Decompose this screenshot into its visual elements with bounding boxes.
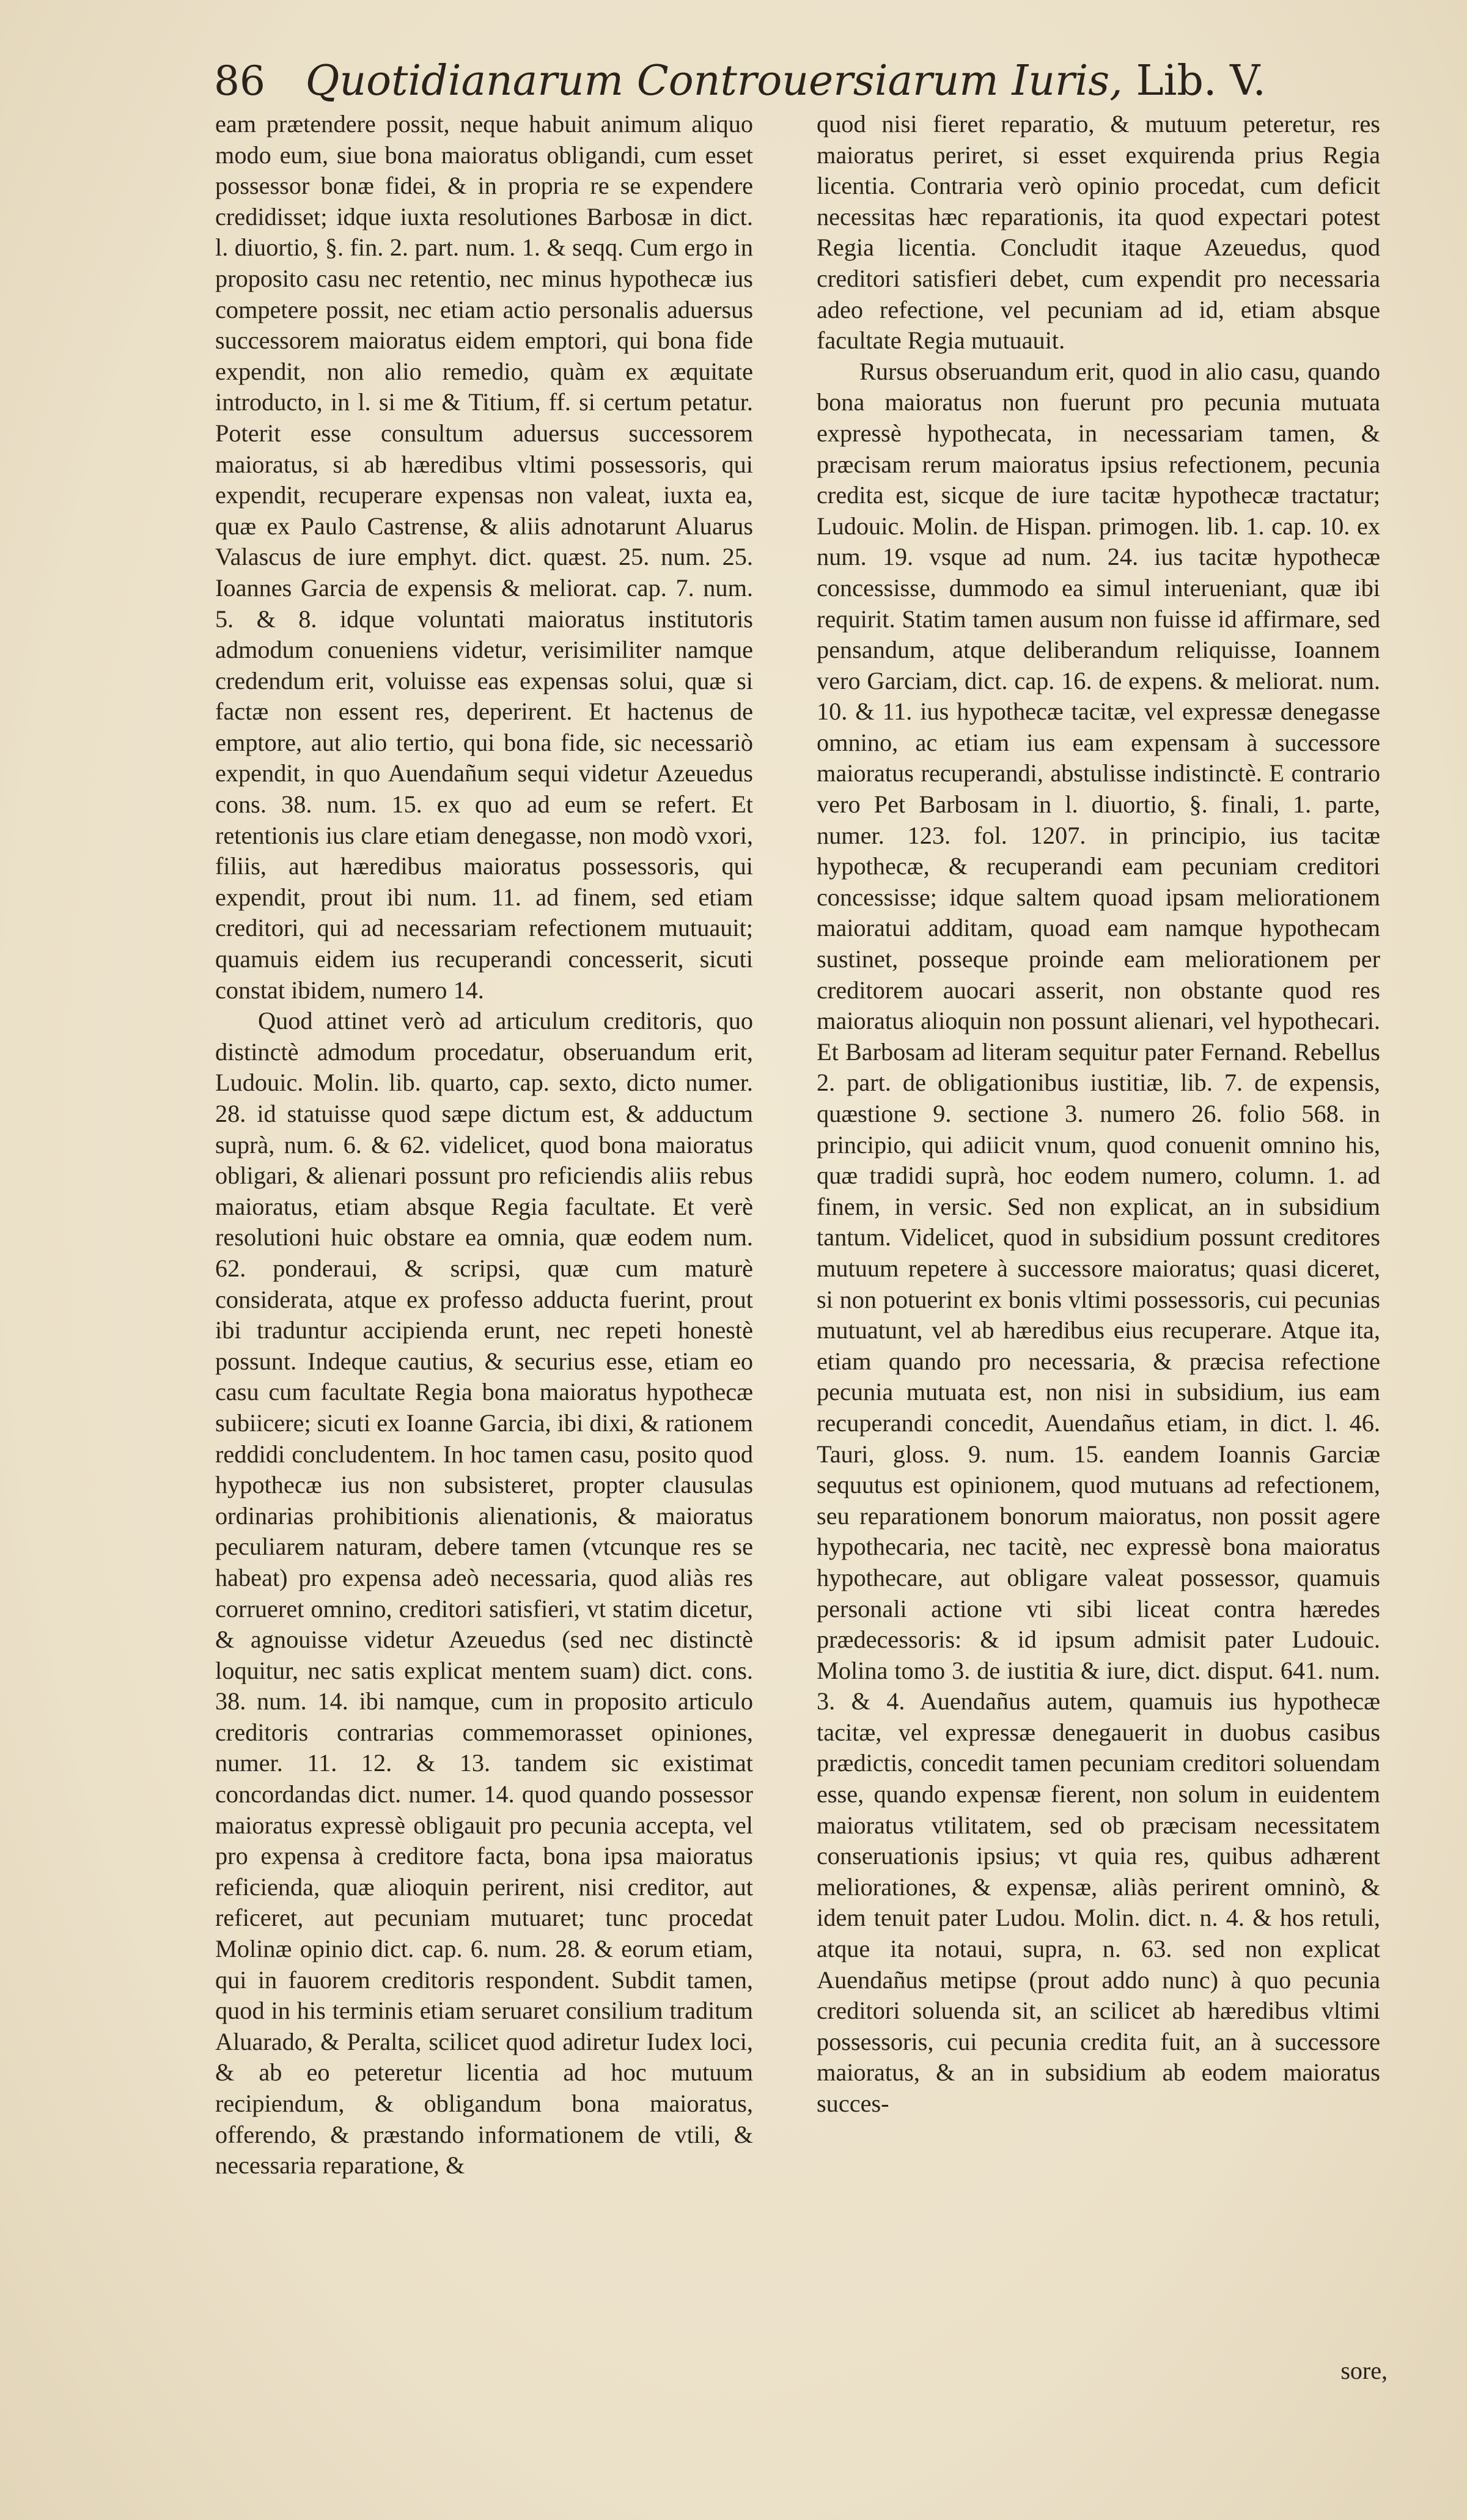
paragraph: eam prætendere possit, neque habuit animum aliquo modo eum, siue bona maioratus obligandi, cum esset possessor bonæ fidei, & in propria re se expendere credidisset; idque iuxta resolutiones Barbosæ in dict. l. diuortio, §. fin. 2. part. num. 1. & seqq. Cum ergo in proposito casu nec retentio, nec minus hypothecæ ius competere possit, nec etiam actio personalis aduersus successorem maioratus eidem emptori, qui bona fide expendit, non alio remedio, quàm ex æquitate introducto, in l. si me & Titium, ff. si certum petatur. Poterit esse consultum aduersus successorem maioratus, si ab hæredibus vltimi possessoris, qui expendit, recuperare expensas non valeat, iuxta ea, quæ ex Paulo Castrense, & aliis adnotarunt Aluarus Valascus de iure emphyt. dict. quæst. 25. num. 25. Ioannes Garcia de expensis & meliorat. cap. 7. num. 5. & 8. idque voluntati maioratus institutoris admodum conueniens videtur, verisimiliter namque credendum erit, voluisse eas expensas solui, quæ si factæ non essent res, deperirent. Et hactenus de emptore, aut alio tertio, qui bona fide, sic necessariò expendit, in quo Auendañum sequi videtur Azeuedus cons. 38. num. 15. ex quo ad eum se refert. Et retentionis ius clare etiam denegasse, non modò vxori, filiis, aut hæredibus maioratus possessoris, qui expendit, prout ibi num. 11. ad finem, sed etiam creditori, qui ad necessariam refectionem mutuauit; quamuis eidem ius recuperandi concesserit, sicuti constat ibidem, numero 14. [215,110,753,1004]
running-title: Quotidianarum Controuersiarum Iuris, [305,57,1123,105]
right-column [817,109,1380,2120]
catchword: sore, [1340,2357,1388,2384]
paragraph: quod nisi fieret reparatio, & mutuum peteretur, res maioratus periret, si esset exquirenda prius Regia licentia. Contraria verò opinio procedat, cum deficit necessitas hæc reparationis, ita quod expectari potest Regia licentia. Concludit itaque Azeuedus, quod creditori satisfieri debet, cum expendit pro necessaria adeo refectione, vel pecuniam ad id, etiam absque facultate Regia mutuauit. [817,110,1380,355]
paragraph: Quod attinet verò ad articulum creditoris, quo distinctè admodum procedatur, obseruandum erit, Ludouic. Molin. lib. quarto, cap. sexto, dicto numer. 28. id statuisse quod sæpe dictum est, & adductum suprà, num. 6. & 62. videlicet, quod bona maioratus obligari, & alienari possunt pro reficiendis aliis rebus maioratus, etiam absque Regia facultate. Et verè resolutioni huic obstare ea omnia, quæ eodem num. 62. ponderaui, & scripsi, quæ cum maturè considerata, atque ex professo adducta fuerint, prout ibi traduntur accipienda erunt, nec repeti honestè possunt. Indeque cautius, & securius esse, etiam eo casu cum facultate Regia bona maioratus hypothecæ subiicere; sicuti ex Ioanne Garcia, ibi dixi, & rationem reddidi concludentem. In hoc tamen casu, posito quod hypothecæ ius non subsisteret, propter clausulas ordinarias prohibitionis alienationis, & maioratus peculiarem naturam, debere tamen (vtcunque res se habeat) pro expensa adeò necessaria, quod aliàs res corrueret omnino, creditori satisfieri, vt statim dicetur, & agnouisse videtur Azeuedus (sed nec distinctè loquitur, nec satis explicat mentem suam) dict. cons. 38. num. 14. ibi namque, cum in proposito articulo creditoris contrarias commemorasset opiniones, numer. 11. 12. & 13. tandem sic existimat concordandas dict. numer. 14. quod quando possessor maioratus expressè obligauit pro pecunia accepta, vel pro expensa à creditore facta, bona ipsa maioratus reficienda, quæ alioquin perirent, nisi creditor, aut reficeret, aut pecuniam mutuaret; tunc procedat Molinæ opinio dict. cap. 6. num. 28. & eorum etiam, qui in fauorem creditoris respondent. Subdit tamen, quod in his terminis etiam seruaret consilium traditum Aluarado, & Peralta, scilicet quod adiretur Iudex loci, & ab eo peteretur licentia ad hoc mutuum recipiendum, & obligandum bona maioratus, offerendo, & præstando informationem de vtili, & necessaria reparatione, & [215,1007,753,2179]
running-header [214,48,1266,115]
book-number: Lib. V. [1136,57,1266,105]
left-column [215,109,753,2181]
page-number: 86 [214,57,265,105]
paragraph: Rursus obseruandum erit, quod in alio casu, quando bona maioratus non fuerunt pro pecunia mutuata expressè hypothecata, in necessariam tamen, & præcisam rerum maioratus ipsius refectionem, pecunia credita est, sicque de iure tacitæ hypothecæ tractatur; Ludouic. Molin. de Hispan. primogen. lib. 1. cap. 10. ex num. 19. vsque ad num. 24. ius tacitæ hypothecæ concessisse, dummodo ea simul interueniant, quæ ibi requirit. Statim tamen ausum non fuisse id affirmare, sed pensandum, atque deliberandum reliquisse, Ioannem vero Garciam, dict. cap. 16. de expens. & meliorat. num. 10. & 11. ius hypothecæ tacitæ, vel expressæ denegasse omnino, ac etiam ius eam expensam à successore maioratus recuperandi, abstulisse indistinctè. E contrario vero Pet Barbosam in l. diuortio, §. finali, 1. parte, numer. 123. fol. 1207. in principio, ius tacitæ hypothecæ, & recuperandi eam pecuniam creditori concessisse; idque saltem quoad ipsam meliorationem maioratui additam, quoad eam namque hypothecam sustinet, posseque proinde eam meliorationem per creditorem auocari asserit, non obstante quod res maioratus alioquin non possunt alienari, vel hypothecari. Et Barbosam ad literam sequitur pater Fernand. Rebellus 2. part. de obligationibus iustitiæ, lib. 7. de expensis, quæstione 9. sectione 3. numero 26. folio 568. in principio, qui adiicit vnum, quod conuenit omnino his, quæ tradidi suprà, hoc eodem numero, column. 1. ad finem, in versic. Sed non explicat, an in subsidium tantum. Videlicet, quod in subsidium possunt creditores mutuum repetere à successore maioratus; quasi diceret, si non potuerint ex bonis vltimi possessoris, cui pecunias mutuatunt, vel ab hæredibus eius recuperare. Atque ita, etiam quando pro necessaria, & præcisa refectione pecunia mutuata est, non nisi in subsidium, ius eam recuperandi concedit, Auendañus etiam, in dict. l. 46. Tauri, gloss. 9. num. 15. eandem Ioannis Garciæ sequutus est opinionem, quod mutuans ad refectionem, seu reparationem bonorum maioratus, non possit agere hypothecaria, nec tacitè, nec expressè bona maioratus hypothecare, aut obligare valeat possessor, quamuis personali actione vti sibi liceat contra hæredes prædecessoris: & id ipsum admisit pater Ludouic. Molina tomo 3. de iustitia & iure, dict. disput. 641. num. 3. & 4. Auendañus autem, quamuis ius hypothecæ tacitæ, vel expressæ denegauerit in duobus casibus prædictis, concedit tamen pecuniam creditori soluendam esse, quando expensæ fierent, non solum in euidentem maioratus vtilitatem, sed ob præcisam necessitatem conseruationis ipsius; vt quia res, quibus adhærent meliorationes, & expensæ, aliàs perirent omninò, & idem tenuit pater Ludou. Molin. dict. n. 4. & hos retuli, atque ita notaui, supra, n. 63. sed non explicat Auendañus metipse (prout addo nunc) à quo pecunia creditori soluenda sit, an scilicet ab hæredibus vltimi possessoris, cui pecunia credita fuit, an à successore maioratus, & an in subsidium ab eodem maioratus succes- [817,357,1380,2117]
